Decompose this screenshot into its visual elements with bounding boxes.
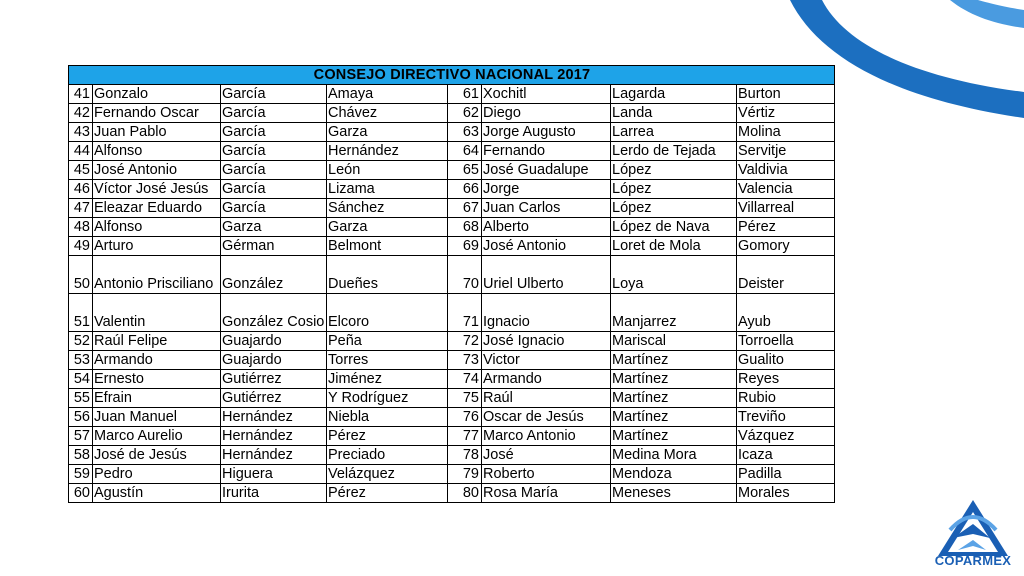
table-title: CONSEJO DIRECTIVO NACIONAL 2017 bbox=[69, 66, 835, 85]
cell-paternal-surname-left: García bbox=[221, 85, 327, 104]
cell-paternal-surname-right: Lagarda bbox=[611, 85, 737, 104]
cell-first-name-right: Jorge bbox=[482, 180, 611, 199]
cell-paternal-surname-right: López bbox=[611, 161, 737, 180]
cell-first-name-right: Marco Antonio bbox=[482, 427, 611, 446]
cell-paternal-surname-left: Hernández bbox=[221, 427, 327, 446]
cell-first-name-right: José Ignacio bbox=[482, 332, 611, 351]
cell-first-name-right: José Guadalupe bbox=[482, 161, 611, 180]
cell-paternal-surname-right: Martínez bbox=[611, 427, 737, 446]
cell-number-left: 53 bbox=[69, 351, 93, 370]
table-row bbox=[69, 294, 835, 332]
cell-number-right: 66 bbox=[448, 180, 482, 199]
cell-first-name-left: Juan Manuel bbox=[93, 408, 221, 427]
cell-first-name-right: Armando bbox=[482, 370, 611, 389]
cell-paternal-surname-left: García bbox=[221, 180, 327, 199]
cell-paternal-surname-left: Hernández bbox=[221, 446, 327, 465]
table-row bbox=[69, 484, 835, 503]
cell-paternal-surname-right: Loret de Mola bbox=[611, 237, 737, 256]
cell-first-name-right: Juan Carlos bbox=[482, 199, 611, 218]
cell-number-left: 57 bbox=[69, 427, 93, 446]
cell-paternal-surname-left: Gutiérrez bbox=[221, 370, 327, 389]
cell-maternal-surname-right: Gualito bbox=[737, 351, 835, 370]
cell-first-name-left: Armando bbox=[93, 351, 221, 370]
cell-maternal-surname-right: Icaza bbox=[737, 446, 835, 465]
cell-number-left: 55 bbox=[69, 389, 93, 408]
cell-maternal-surname-right: Treviño bbox=[737, 408, 835, 427]
cell-first-name-right: Fernando bbox=[482, 142, 611, 161]
cell-paternal-surname-left: García bbox=[221, 123, 327, 142]
cell-paternal-surname-right: Martínez bbox=[611, 370, 737, 389]
cell-number-left: 43 bbox=[69, 123, 93, 142]
cell-maternal-surname-left: León bbox=[327, 161, 448, 180]
cell-number-right: 77 bbox=[448, 427, 482, 446]
cell-paternal-surname-right: Medina Mora bbox=[611, 446, 737, 465]
cell-maternal-surname-left: Torres bbox=[327, 351, 448, 370]
cell-first-name-right: Uriel Ulberto bbox=[482, 256, 611, 294]
cell-maternal-surname-right: Gomory bbox=[737, 237, 835, 256]
cell-maternal-surname-left: Chávez bbox=[327, 104, 448, 123]
cell-number-right: 62 bbox=[448, 104, 482, 123]
cell-first-name-right: Rosa María bbox=[482, 484, 611, 503]
cell-paternal-surname-right: López bbox=[611, 199, 737, 218]
table-row bbox=[69, 237, 835, 256]
cell-first-name-left: Valentin bbox=[93, 294, 221, 332]
cell-first-name-right: Ignacio bbox=[482, 294, 611, 332]
cell-maternal-surname-left: Belmont bbox=[327, 237, 448, 256]
table-row bbox=[69, 142, 835, 161]
cell-paternal-surname-right: Mariscal bbox=[611, 332, 737, 351]
table-row bbox=[69, 427, 835, 446]
table-row bbox=[69, 389, 835, 408]
cell-first-name-left: Alfonso bbox=[93, 142, 221, 161]
cell-number-right: 74 bbox=[448, 370, 482, 389]
cell-maternal-surname-right: Vértiz bbox=[737, 104, 835, 123]
cell-first-name-left: Gonzalo bbox=[93, 85, 221, 104]
table-row bbox=[69, 199, 835, 218]
table-row bbox=[69, 180, 835, 199]
cell-paternal-surname-left: Gérman bbox=[221, 237, 327, 256]
cell-first-name-left: Arturo bbox=[93, 237, 221, 256]
cell-maternal-surname-left: Dueñes bbox=[327, 256, 448, 294]
cell-maternal-surname-left: Y Rodríguez bbox=[327, 389, 448, 408]
cell-number-right: 64 bbox=[448, 142, 482, 161]
table-row bbox=[69, 218, 835, 237]
cell-first-name-left: Marco Aurelio bbox=[93, 427, 221, 446]
cell-maternal-surname-left: Lizama bbox=[327, 180, 448, 199]
cell-number-right: 69 bbox=[448, 237, 482, 256]
cell-number-left: 51 bbox=[69, 294, 93, 332]
cell-paternal-surname-left: Higuera bbox=[221, 465, 327, 484]
cell-number-left: 47 bbox=[69, 199, 93, 218]
cell-number-right: 65 bbox=[448, 161, 482, 180]
cell-number-left: 44 bbox=[69, 142, 93, 161]
cell-maternal-surname-left: Amaya bbox=[327, 85, 448, 104]
table-row bbox=[69, 351, 835, 370]
cell-first-name-left: Alfonso bbox=[93, 218, 221, 237]
cell-paternal-surname-right: Meneses bbox=[611, 484, 737, 503]
cell-paternal-surname-left: Garza bbox=[221, 218, 327, 237]
cell-number-left: 45 bbox=[69, 161, 93, 180]
cell-first-name-left: Víctor José Jesús bbox=[93, 180, 221, 199]
cell-first-name-right: Victor bbox=[482, 351, 611, 370]
cell-maternal-surname-right: Vázquez bbox=[737, 427, 835, 446]
cell-paternal-surname-left: Guajardo bbox=[221, 332, 327, 351]
cell-number-left: 56 bbox=[69, 408, 93, 427]
cell-number-left: 41 bbox=[69, 85, 93, 104]
cell-paternal-surname-right: López bbox=[611, 180, 737, 199]
table-row bbox=[69, 85, 835, 104]
cell-paternal-surname-right: Martínez bbox=[611, 351, 737, 370]
cell-maternal-surname-right: Molina bbox=[737, 123, 835, 142]
cell-first-name-left: Pedro bbox=[93, 465, 221, 484]
cell-maternal-surname-right: Valencia bbox=[737, 180, 835, 199]
cell-number-right: 68 bbox=[448, 218, 482, 237]
cell-number-left: 60 bbox=[69, 484, 93, 503]
cell-maternal-surname-right: Burton bbox=[737, 85, 835, 104]
cell-first-name-right: Oscar de Jesús bbox=[482, 408, 611, 427]
cell-number-left: 59 bbox=[69, 465, 93, 484]
cell-number-left: 49 bbox=[69, 237, 93, 256]
cell-maternal-surname-left: Velázquez bbox=[327, 465, 448, 484]
cell-maternal-surname-left: Garza bbox=[327, 123, 448, 142]
cell-maternal-surname-right: Deister bbox=[737, 256, 835, 294]
cell-maternal-surname-right: Valdivia bbox=[737, 161, 835, 180]
cell-paternal-surname-left: González Cosio bbox=[221, 294, 327, 332]
cell-paternal-surname-right: López de Nava bbox=[611, 218, 737, 237]
table-row bbox=[69, 408, 835, 427]
cell-number-left: 42 bbox=[69, 104, 93, 123]
cell-paternal-surname-right: Loya bbox=[611, 256, 737, 294]
cell-maternal-surname-left: Peña bbox=[327, 332, 448, 351]
cell-first-name-right: Raúl bbox=[482, 389, 611, 408]
table-row bbox=[69, 446, 835, 465]
cell-paternal-surname-right: Mendoza bbox=[611, 465, 737, 484]
cell-paternal-surname-left: García bbox=[221, 161, 327, 180]
cell-maternal-surname-left: Pérez bbox=[327, 484, 448, 503]
cell-first-name-left: Eleazar Eduardo bbox=[93, 199, 221, 218]
cell-first-name-right: Jorge Augusto bbox=[482, 123, 611, 142]
cell-maternal-surname-left: Elcoro bbox=[327, 294, 448, 332]
cell-first-name-left: Ernesto bbox=[93, 370, 221, 389]
cell-maternal-surname-right: Padilla bbox=[737, 465, 835, 484]
table-row bbox=[69, 332, 835, 351]
cell-paternal-surname-right: Martínez bbox=[611, 408, 737, 427]
cell-first-name-right: Roberto bbox=[482, 465, 611, 484]
cell-number-right: 76 bbox=[448, 408, 482, 427]
cell-paternal-surname-left: Irurita bbox=[221, 484, 327, 503]
cell-first-name-left: Efrain bbox=[93, 389, 221, 408]
cell-number-right: 71 bbox=[448, 294, 482, 332]
cell-paternal-surname-left: González bbox=[221, 256, 327, 294]
cell-number-right: 70 bbox=[448, 256, 482, 294]
table-row bbox=[69, 104, 835, 123]
table-row bbox=[69, 123, 835, 142]
cell-number-left: 50 bbox=[69, 256, 93, 294]
cell-maternal-surname-left: Pérez bbox=[327, 427, 448, 446]
table-row bbox=[69, 465, 835, 484]
cell-paternal-surname-right: Lerdo de Tejada bbox=[611, 142, 737, 161]
cell-first-name-left: Raúl Felipe bbox=[93, 332, 221, 351]
cell-first-name-left: Agustín bbox=[93, 484, 221, 503]
cell-maternal-surname-right: Pérez bbox=[737, 218, 835, 237]
cell-number-right: 72 bbox=[448, 332, 482, 351]
cell-maternal-surname-right: Rubio bbox=[737, 389, 835, 408]
cell-maternal-surname-right: Servitje bbox=[737, 142, 835, 161]
cell-number-left: 46 bbox=[69, 180, 93, 199]
cell-number-left: 52 bbox=[69, 332, 93, 351]
cell-number-left: 54 bbox=[69, 370, 93, 389]
cell-maternal-surname-right: Ayub bbox=[737, 294, 835, 332]
cell-paternal-surname-left: Guajardo bbox=[221, 351, 327, 370]
cell-number-right: 80 bbox=[448, 484, 482, 503]
cell-maternal-surname-right: Torroella bbox=[737, 332, 835, 351]
cell-number-right: 67 bbox=[448, 199, 482, 218]
cell-number-left: 58 bbox=[69, 446, 93, 465]
cell-maternal-surname-right: Reyes bbox=[737, 370, 835, 389]
cell-number-right: 63 bbox=[448, 123, 482, 142]
cell-first-name-right: Xochitl bbox=[482, 85, 611, 104]
cell-first-name-left: José Antonio bbox=[93, 161, 221, 180]
table-row bbox=[69, 256, 835, 294]
cell-paternal-surname-right: Landa bbox=[611, 104, 737, 123]
cell-maternal-surname-left: Hernández bbox=[327, 142, 448, 161]
cell-maternal-surname-left: Jiménez bbox=[327, 370, 448, 389]
cell-maternal-surname-left: Garza bbox=[327, 218, 448, 237]
cell-paternal-surname-left: García bbox=[221, 142, 327, 161]
cell-maternal-surname-right: Morales bbox=[737, 484, 835, 503]
cell-paternal-surname-left: García bbox=[221, 104, 327, 123]
cell-first-name-right: José bbox=[482, 446, 611, 465]
cell-first-name-left: Fernando Oscar bbox=[93, 104, 221, 123]
cell-first-name-left: José de Jesús bbox=[93, 446, 221, 465]
cell-number-left: 48 bbox=[69, 218, 93, 237]
cell-first-name-left: Juan Pablo bbox=[93, 123, 221, 142]
cell-maternal-surname-left: Sánchez bbox=[327, 199, 448, 218]
cell-maternal-surname-left: Preciado bbox=[327, 446, 448, 465]
cell-paternal-surname-left: Hernández bbox=[221, 408, 327, 427]
cell-maternal-surname-right: Villarreal bbox=[737, 199, 835, 218]
cell-first-name-right: José Antonio bbox=[482, 237, 611, 256]
cell-first-name-left: Antonio Prisciliano bbox=[93, 256, 221, 294]
cell-first-name-right: Alberto bbox=[482, 218, 611, 237]
cell-first-name-right: Diego bbox=[482, 104, 611, 123]
coparmex-logo-text: COPARMEX bbox=[934, 553, 1012, 568]
cell-number-right: 73 bbox=[448, 351, 482, 370]
table-row bbox=[69, 161, 835, 180]
cell-paternal-surname-right: Larrea bbox=[611, 123, 737, 142]
cell-number-right: 78 bbox=[448, 446, 482, 465]
cell-paternal-surname-right: Martínez bbox=[611, 389, 737, 408]
cell-paternal-surname-left: Gutiérrez bbox=[221, 389, 327, 408]
cell-paternal-surname-left: García bbox=[221, 199, 327, 218]
cell-maternal-surname-left: Niebla bbox=[327, 408, 448, 427]
cell-number-right: 75 bbox=[448, 389, 482, 408]
cell-number-right: 61 bbox=[448, 85, 482, 104]
council-table bbox=[68, 65, 835, 503]
cell-paternal-surname-right: Manjarrez bbox=[611, 294, 737, 332]
table-row bbox=[69, 370, 835, 389]
cell-number-right: 79 bbox=[448, 465, 482, 484]
